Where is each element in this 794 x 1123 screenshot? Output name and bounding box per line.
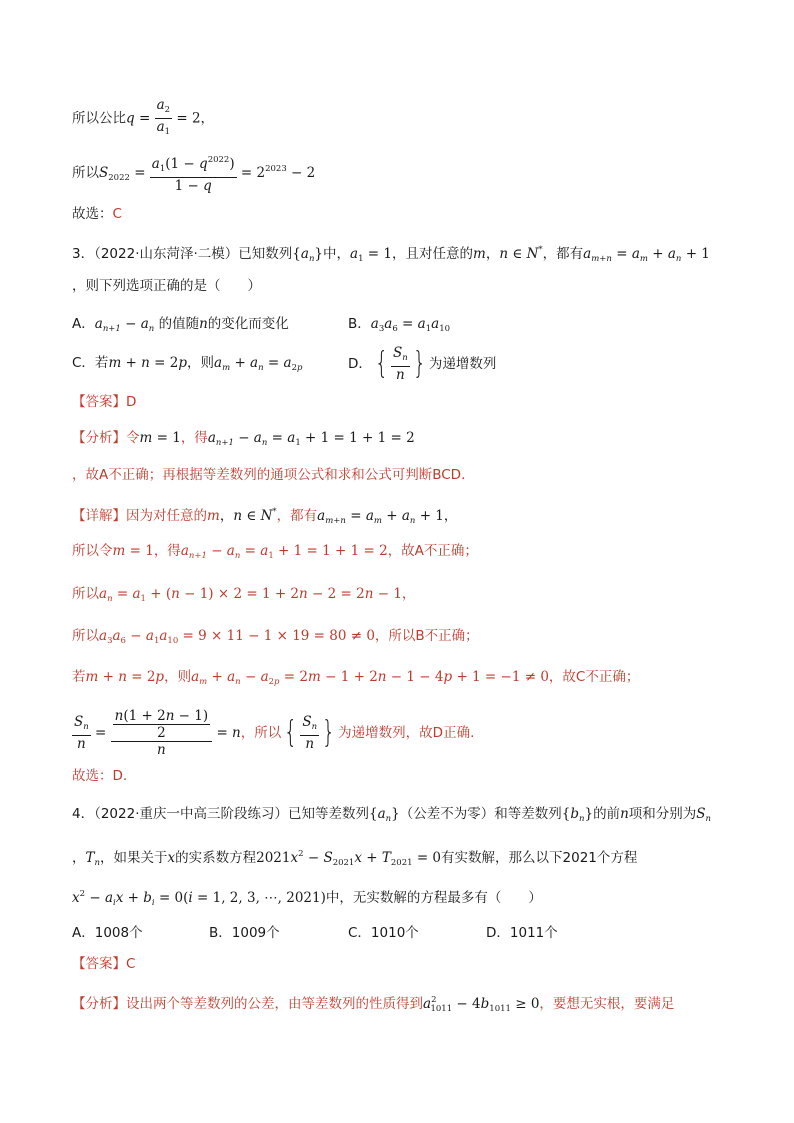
- sum-line: 所以$S_{2022}$ = $\frac{a_1(1 - q^{2022})}{1 - q}$ = $2^{2023} - 2$: [72, 152, 754, 194]
- detail-tag: 【详解】: [72, 508, 126, 524]
- text: 所以令: [72, 543, 113, 559]
- option-b: B．$a_3a_6 = a_1a_{10}$: [348, 316, 451, 334]
- text: ，: [200, 110, 215, 127]
- question-3-line-2: ，则下列选项正确的是（ ）: [72, 278, 261, 294]
- text: B．: [348, 316, 371, 332]
- answer-tag: 【答案】: [72, 394, 126, 410]
- text: 项和分别为: [628, 806, 697, 822]
- question-4-line-2: ，$T_n$，如果关于x的实系数方程$2021x^2 - S_{2021}x + T_{2021} = 0$有实数解，那么以下2021个方程: [72, 849, 638, 868]
- text: 4．（2022·重庆一中高三阶段练习）已知等差数列: [72, 806, 369, 822]
- detail-line-2: 所以令m = 1，得$a_{n+1} - a_n = a_1 + 1 = 1 + 1 = 2$，故A不正确；: [72, 543, 478, 561]
- text: 中，: [323, 246, 351, 262]
- text: ，所以B不正确；: [374, 628, 479, 644]
- option-a: A．$a_{n+1} - a_n$ 的值随n的变化而变化: [72, 316, 289, 334]
- answer-line: [72, 392, 754, 412]
- text: 令: [126, 430, 140, 446]
- text: 的实系数方程: [175, 850, 257, 866]
- option-c: C．若m + n = 2p，则$a_m + a_n = a_{2p}$: [72, 355, 303, 373]
- option-c: C．1010个: [348, 925, 419, 941]
- fraction: $\frac{S_n}{n}$: [74, 714, 89, 752]
- question-4-line-3: $x^2 - a_ix + b_i = 0(i = 1$, 2, 3, ⋯, 2021)中，无实数解的方程最多有（ ）: [72, 889, 542, 908]
- text: ，且对任意的: [392, 246, 473, 262]
- choice-value: C: [112, 206, 122, 222]
- choice-line-1: [72, 204, 754, 224]
- text: ，则: [187, 355, 215, 371]
- analysis-tag: 【分析】: [72, 996, 126, 1012]
- text: ，则: [164, 669, 192, 685]
- answer-tag: 【答案】: [72, 956, 126, 972]
- text: A．: [72, 316, 95, 332]
- question-3: 3．（2022·山东菏泽·二模）已知数列$\{a_n\}$中，$a_1 = 1$，且对任意的m，n ∈ N*，都有$a_{m+n} = a_m + a_n + 1$: [72, 245, 710, 264]
- text: 设出两个等差数列的公差，由等差数列的性质得到: [126, 996, 423, 1012]
- fraction: $\frac{a_2}{a_1}$: [156, 97, 171, 137]
- text: ，所以: [240, 725, 282, 741]
- fraction: $\frac{a_1(1 - q^{2022})}{1 - q}$: [150, 152, 237, 194]
- text: 故选：: [72, 206, 113, 222]
- option-d: D．{ $\frac{S_n}{n}$ } 为递增数列: [348, 345, 497, 383]
- choice-line-2: 故选：D.: [72, 768, 128, 784]
- text: （公差不为零）和等差数列: [399, 806, 562, 822]
- analysis-tag: 【分析】: [72, 430, 126, 446]
- answer-line-2: [72, 954, 754, 974]
- text: 为递增数列，故D正确.: [338, 725, 475, 741]
- text: 的变化而变化: [207, 316, 289, 332]
- text: ，要想无实根，要满足: [539, 996, 675, 1012]
- text: 有实数解，那么以下2021个方程: [441, 850, 638, 866]
- text: C．若: [72, 355, 109, 371]
- detail-line-3: 所以$a_n = a_1 + (n - 1) \times 2 = 1 + 2n - 2 = 2n - 1$，: [72, 586, 416, 604]
- ratio-line: 所以公比q = $\frac{a_2}{a_1}$ = 2，: [72, 97, 754, 140]
- fraction: $\frac{\frac{n(1 + 2n - 1)}{2}}{n}$: [111, 708, 213, 758]
- text: 因为对任意的: [126, 508, 207, 524]
- option-d: D．1011个: [486, 925, 558, 941]
- option-b: B．1009个: [209, 925, 280, 941]
- answer-value: C: [126, 956, 136, 972]
- detail-line-5: 若m + n = 2p，则$a_m + a_n - a_{2p} = 2m - 1 + 2n - 1 - 4p + 1 = -1 \ne 0$，故C不正确；: [72, 669, 640, 687]
- text: ，都有: [276, 508, 318, 524]
- text: ，故C不正确；: [548, 669, 640, 685]
- text: 中，无实数解的方程最多有（ ）: [325, 890, 542, 906]
- text: 所以: [72, 586, 99, 602]
- text: 3．（2022·山东菏泽·二模）已知数列: [72, 246, 293, 262]
- text: 为递增数列: [428, 356, 497, 372]
- text: 若: [72, 669, 86, 685]
- text: ，得: [180, 430, 208, 446]
- text: 的前: [593, 806, 621, 822]
- analysis-line: 【分析】令m = 1，得$a_{n+1} - a_n = a_1 + 1 = 1 + 1 = 2$: [72, 430, 415, 448]
- detail-line-1: 【详解】因为对任意的m，n ∈ N*，都有$a_{m+n} = a_m + a_n + 1$，: [72, 507, 458, 526]
- question-4: 4．（2022·重庆一中高三阶段练习）已知等差数列$\{a_n\}$（公差不为零）和等差数列$\{b_n\}$的前n项和分别为$S_n$: [72, 806, 711, 824]
- detail-line-6: $\frac{S_n}{n}$ = $\frac{\frac{n(1 + 2n - 1)}{2}}{n}$ = n，所以{ $\frac{S_n}{n}$ } 为递增数列，故D正确.: [74, 708, 475, 758]
- text: ，: [72, 850, 86, 866]
- text: ，故A不正确；: [387, 543, 478, 559]
- option-a: A．1008个: [72, 925, 143, 941]
- text: ，得: [153, 543, 181, 559]
- analysis-line-q4: 【分析】设出两个等差数列的公差，由等差数列的性质得到$a^2_{1011} - 4b_{1011} \ge 0$，要想无实根，要满足: [72, 995, 675, 1014]
- text: 所以: [72, 628, 99, 644]
- analysis-line-2: ，故A不正确；再根据等差数列的通项公式和求和公式可判断BCD.: [72, 467, 466, 483]
- text: 所以公比: [72, 110, 126, 127]
- text: ，如果关于: [100, 850, 168, 866]
- answer-value: D: [126, 394, 137, 410]
- text: ，都有: [542, 246, 584, 262]
- text: 所以: [72, 165, 99, 181]
- text: D．: [348, 356, 372, 372]
- text: 的值随: [158, 316, 200, 332]
- detail-line-4: 所以$a_3a_6 - a_1a_{10} = 9 \times 11 - 1 \times 19 = 80 \ne 0$，所以B不正确；: [72, 628, 479, 646]
